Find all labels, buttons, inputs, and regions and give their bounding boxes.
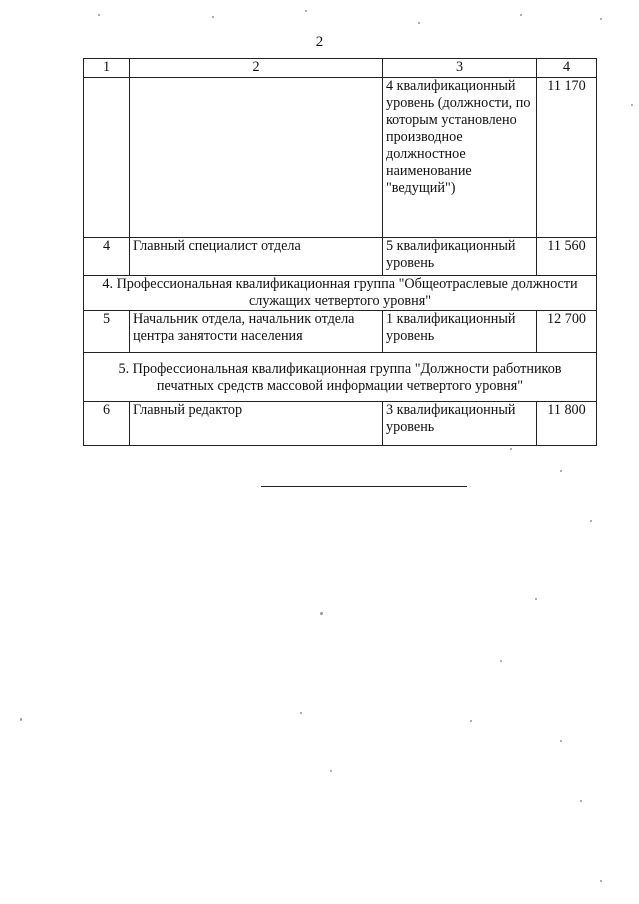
position-cell: Начальник отдела, начальник отдела центра занятости населения [130, 311, 383, 353]
table-row [84, 402, 597, 446]
scan-speck [320, 612, 323, 615]
qualification-level-cell: 3 квалификационный уровень [383, 402, 537, 446]
header-cell-3: 3 [383, 59, 537, 78]
scan-speck [560, 740, 562, 742]
header-cell-4: 4 [537, 59, 597, 78]
row-number: 4 [84, 238, 130, 276]
qualification-level-cell: 1 квалификационный уровень [383, 311, 537, 353]
scan-speck [418, 22, 420, 24]
row-number: 6 [84, 402, 130, 446]
header-cell-2: 2 [130, 59, 383, 78]
group-heading-row [84, 276, 597, 311]
scan-speck [300, 712, 302, 714]
scan-speck [98, 14, 100, 16]
position-cell: Главный специалист отдела [130, 238, 383, 276]
qualification-level-cell: 4 квалификационный уровень (должности, по которым установлено производное должностное наименование "ведущий") [383, 78, 537, 238]
scan-speck [631, 104, 633, 106]
group-heading: 4. Профессиональная квалификационная группа "Общеотраслевые должности служащих четвертого уровня" [84, 276, 597, 311]
header-cell-1: 1 [84, 59, 130, 78]
scan-speck [590, 520, 592, 522]
salary-table [83, 58, 597, 446]
scan-speck [20, 718, 22, 721]
group-heading-row [84, 353, 597, 402]
salary-cell: 11 170 [537, 78, 597, 238]
scan-speck [470, 720, 472, 722]
scan-speck [600, 880, 602, 882]
table-header-row [84, 59, 597, 78]
position-cell: Главный редактор [130, 402, 383, 446]
scan-speck [520, 14, 522, 16]
row-number [84, 78, 130, 238]
table-row [84, 311, 597, 353]
scan-speck [510, 448, 512, 450]
table-row [84, 78, 597, 238]
scan-speck [600, 18, 602, 20]
scan-speck [305, 10, 307, 12]
scan-speck [330, 770, 332, 772]
salary-cell: 11 800 [537, 402, 597, 446]
row-number: 5 [84, 311, 130, 353]
table-row [84, 238, 597, 276]
scan-speck [500, 660, 502, 662]
salary-cell: 11 560 [537, 238, 597, 276]
page-number: 2 [315, 34, 324, 50]
salary-cell: 12 700 [537, 311, 597, 353]
qualification-level-cell: 5 квалификационный уровень [383, 238, 537, 276]
position-cell [130, 78, 383, 238]
scan-speck [535, 598, 537, 600]
scan-speck [212, 16, 214, 18]
closing-rule [261, 486, 467, 487]
scan-speck [560, 470, 562, 472]
scan-speck [580, 800, 582, 802]
group-heading: 5. Профессиональная квалификационная группа "Должности работников печатных средств массовой информации четвертого уровня" [84, 353, 597, 402]
